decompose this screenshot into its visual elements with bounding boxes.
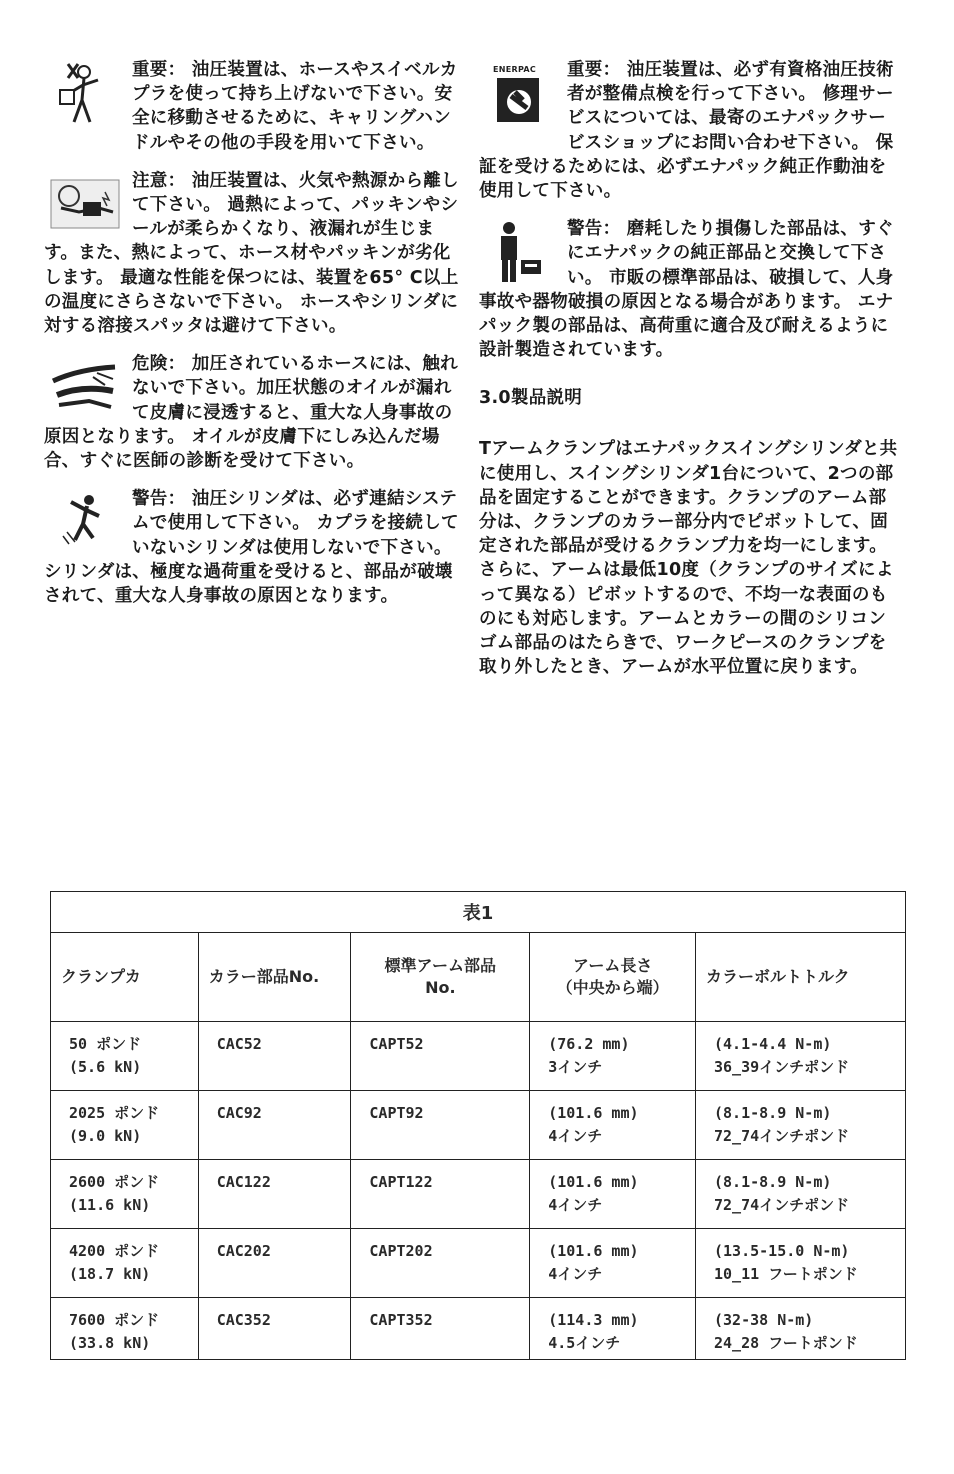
notice-text: 重要： 油圧装置は、ホースやスイベルカプラを使って持ち上げないで下さい。安全に移動させるために、キャリングハンドルやその他の手段を用いて下さい。 [132,60,458,153]
cell-arm: CAPT92 [351,1091,530,1160]
length-mm: (114.3 mm) [548,1311,639,1329]
spec-table-wrap [50,891,906,1360]
pressurized-hose-danger-icon [48,356,122,418]
notice-text: 危険： 加圧されているホースには、触れないで下さい。加圧状態のオイルが漏れて皮膚に浸透すると、重大な人身事故の原因となります。 オイルが皮膚下にしみ込んだ場合、すぐに医師の診断を受けて下さい。 [44,354,458,472]
cell-torque [695,1229,905,1298]
cell-force [51,1091,199,1160]
header-arm-part: 標準アーム部品 No. [351,933,530,1022]
table-caption: 表1 [51,892,906,933]
length-in: 4インチ [548,1265,603,1283]
length-in: 4.5インチ [548,1334,621,1352]
spec-table [50,891,906,1360]
torque-nm: (13.5-15.0 N-m) [713,1242,850,1260]
header-clamp-force: クランプカ [51,933,199,1022]
notice-parts [479,217,903,362]
cell-arm: CAPT352 [351,1298,530,1360]
cell-force [51,1160,199,1229]
length-in: 4インチ [548,1196,603,1214]
torque-imperial: 24_28 フートポンド [713,1334,858,1352]
notice-text: 警告： 油圧シリンダは、必ず連結システムで使用して下さい。 カプラを接続していないシリンダは使用しないで下さい。 シリンダは、極度な過荷重を受けると、部品が破壊されて、重大な人身事故の原因となります。 [44,489,459,607]
lifting-hose-warning-icon [48,58,122,132]
cell-collar: CAC352 [198,1298,351,1360]
torque-imperial: 72_74インチポンド [713,1196,850,1214]
length-mm: (101.6 mm) [548,1104,639,1122]
cell-collar: CAC52 [198,1022,351,1091]
cell-torque [695,1022,905,1091]
notice-heat [44,169,468,338]
length-mm: (76.2 mm) [548,1035,630,1053]
table-header-row [51,933,906,1022]
force-kn: (9.0 kN) [69,1127,142,1145]
cell-torque [695,1091,905,1160]
header-collar-bolt-torque: カラーボルトトルク [695,933,905,1022]
cell-length [530,1160,696,1229]
length-mm: (101.6 mm) [548,1173,639,1191]
torque-nm: (4.1-4.4 N-m) [713,1035,832,1053]
cell-torque [695,1298,905,1360]
cell-force [51,1022,199,1091]
notice-service [479,58,903,203]
section-title: 3.0製品説明 [479,388,583,409]
torque-nm: (32-38 N-m) [713,1311,814,1329]
notice-pressurized-hose [44,352,468,473]
cell-length [530,1091,696,1160]
notice-text: 重要： 油圧装置は、必ず有資格油圧技術者が整備点検を行って下さい。 修理サービスについては、最寄のエナパックサービスショップにお問い合わせ下さい。 保証を受けるためには、必ずエナパック純正作動油を使用して下さい。 [479,60,894,202]
force-lb: 7600 ポンド [69,1311,160,1329]
force-lb: 2600 ポンド [69,1173,160,1191]
torque-imperial: 10_11 フートポンド [713,1265,858,1283]
force-kn: (11.6 kN) [69,1196,151,1214]
heat-spark-caution-icon [48,173,122,235]
cell-length [530,1229,696,1298]
enerpac-logo-text: ENERPAC [493,65,537,74]
torque-nm: (8.1-8.9 N-m) [713,1104,832,1122]
force-kn: (18.7 kN) [69,1265,151,1283]
force-lb: 2025 ポンド [69,1104,160,1122]
table-row [51,1160,906,1229]
table-row [51,1091,906,1160]
torque-nm: (8.1-8.9 N-m) [713,1173,832,1191]
cell-collar: CAC122 [198,1160,351,1229]
falling-person-warning-icon [48,491,122,553]
cell-collar: CAC92 [198,1091,351,1160]
force-lb: 4200 ポンド [69,1242,160,1260]
notice-text: 注意： 油圧装置は、火気や熱源から離して下さい。 過熱によって、パッキンやシールが柔らかくなり、液漏れが生じます。また、熱によって、ホース材やパッキンが劣化します。 最適な性能を保つには、装置を65° C以上の温度にさらさないで下さい。 ホースやシリンダに対する溶接スパッタは避けて下さい。 [44,170,459,337]
cell-length [530,1298,696,1360]
header-collar-part: カラー部品No. [198,933,351,1022]
cell-force [51,1298,199,1360]
notice-system [44,487,468,608]
cell-force [51,1229,199,1298]
force-kn: (5.6 kN) [69,1058,142,1076]
length-in: 3インチ [548,1058,603,1076]
product-description: Tアームクランプはエナパックスイングシリンダと共に使用し、スイングシリンダ1台について、2つの部品を固定することができます。クランプのアーム部分は、クランプのカラー部分内でピボットして、固定された部品が受けるクランプ力を均一にします。さらに、アームは最低10度（クランプのサイズによって異なる）ピボットするので、不均一な表面のものにも対応します。アームとカラーの間のシリコンゴム部品のはたらきで、ワークピースのクランプを取り外したとき、アームが水平位置に戻ります。 [479,439,898,678]
torque-imperial: 36_39インチポンド [713,1058,850,1076]
notice-text: 警告： 磨耗したり損傷した部品は、すぐにエナパックの純正部品と交換して下さい。 市販の標準部品は、破損して、人身事故や器物破損の原因となる場合があります。 エナパック製の部品は、高荷重に適合及び耐えるように設計製造されています。 [479,219,894,361]
torque-imperial: 72_74インチポンド [713,1127,850,1145]
cell-arm: CAPT52 [351,1022,530,1091]
cell-collar: CAC202 [198,1229,351,1298]
right-column [479,58,903,679]
length-mm: (101.6 mm) [548,1242,639,1260]
table-row [51,1298,906,1360]
cell-arm: CAPT202 [351,1229,530,1298]
worker-parts-warning-icon [483,221,557,283]
cell-torque [695,1160,905,1229]
table-row [51,1022,906,1091]
enerpac-wrench-icon [483,58,557,132]
force-lb: 50 ポンド [69,1035,142,1053]
notice-lifting [44,58,468,155]
left-column [44,58,468,622]
table-row [51,1229,906,1298]
header-arm-length: アーム長さ （中央から端） [530,933,696,1022]
length-in: 4インチ [548,1127,603,1145]
cell-arm: CAPT122 [351,1160,530,1229]
force-kn: (33.8 kN) [69,1334,151,1352]
cell-length [530,1022,696,1091]
